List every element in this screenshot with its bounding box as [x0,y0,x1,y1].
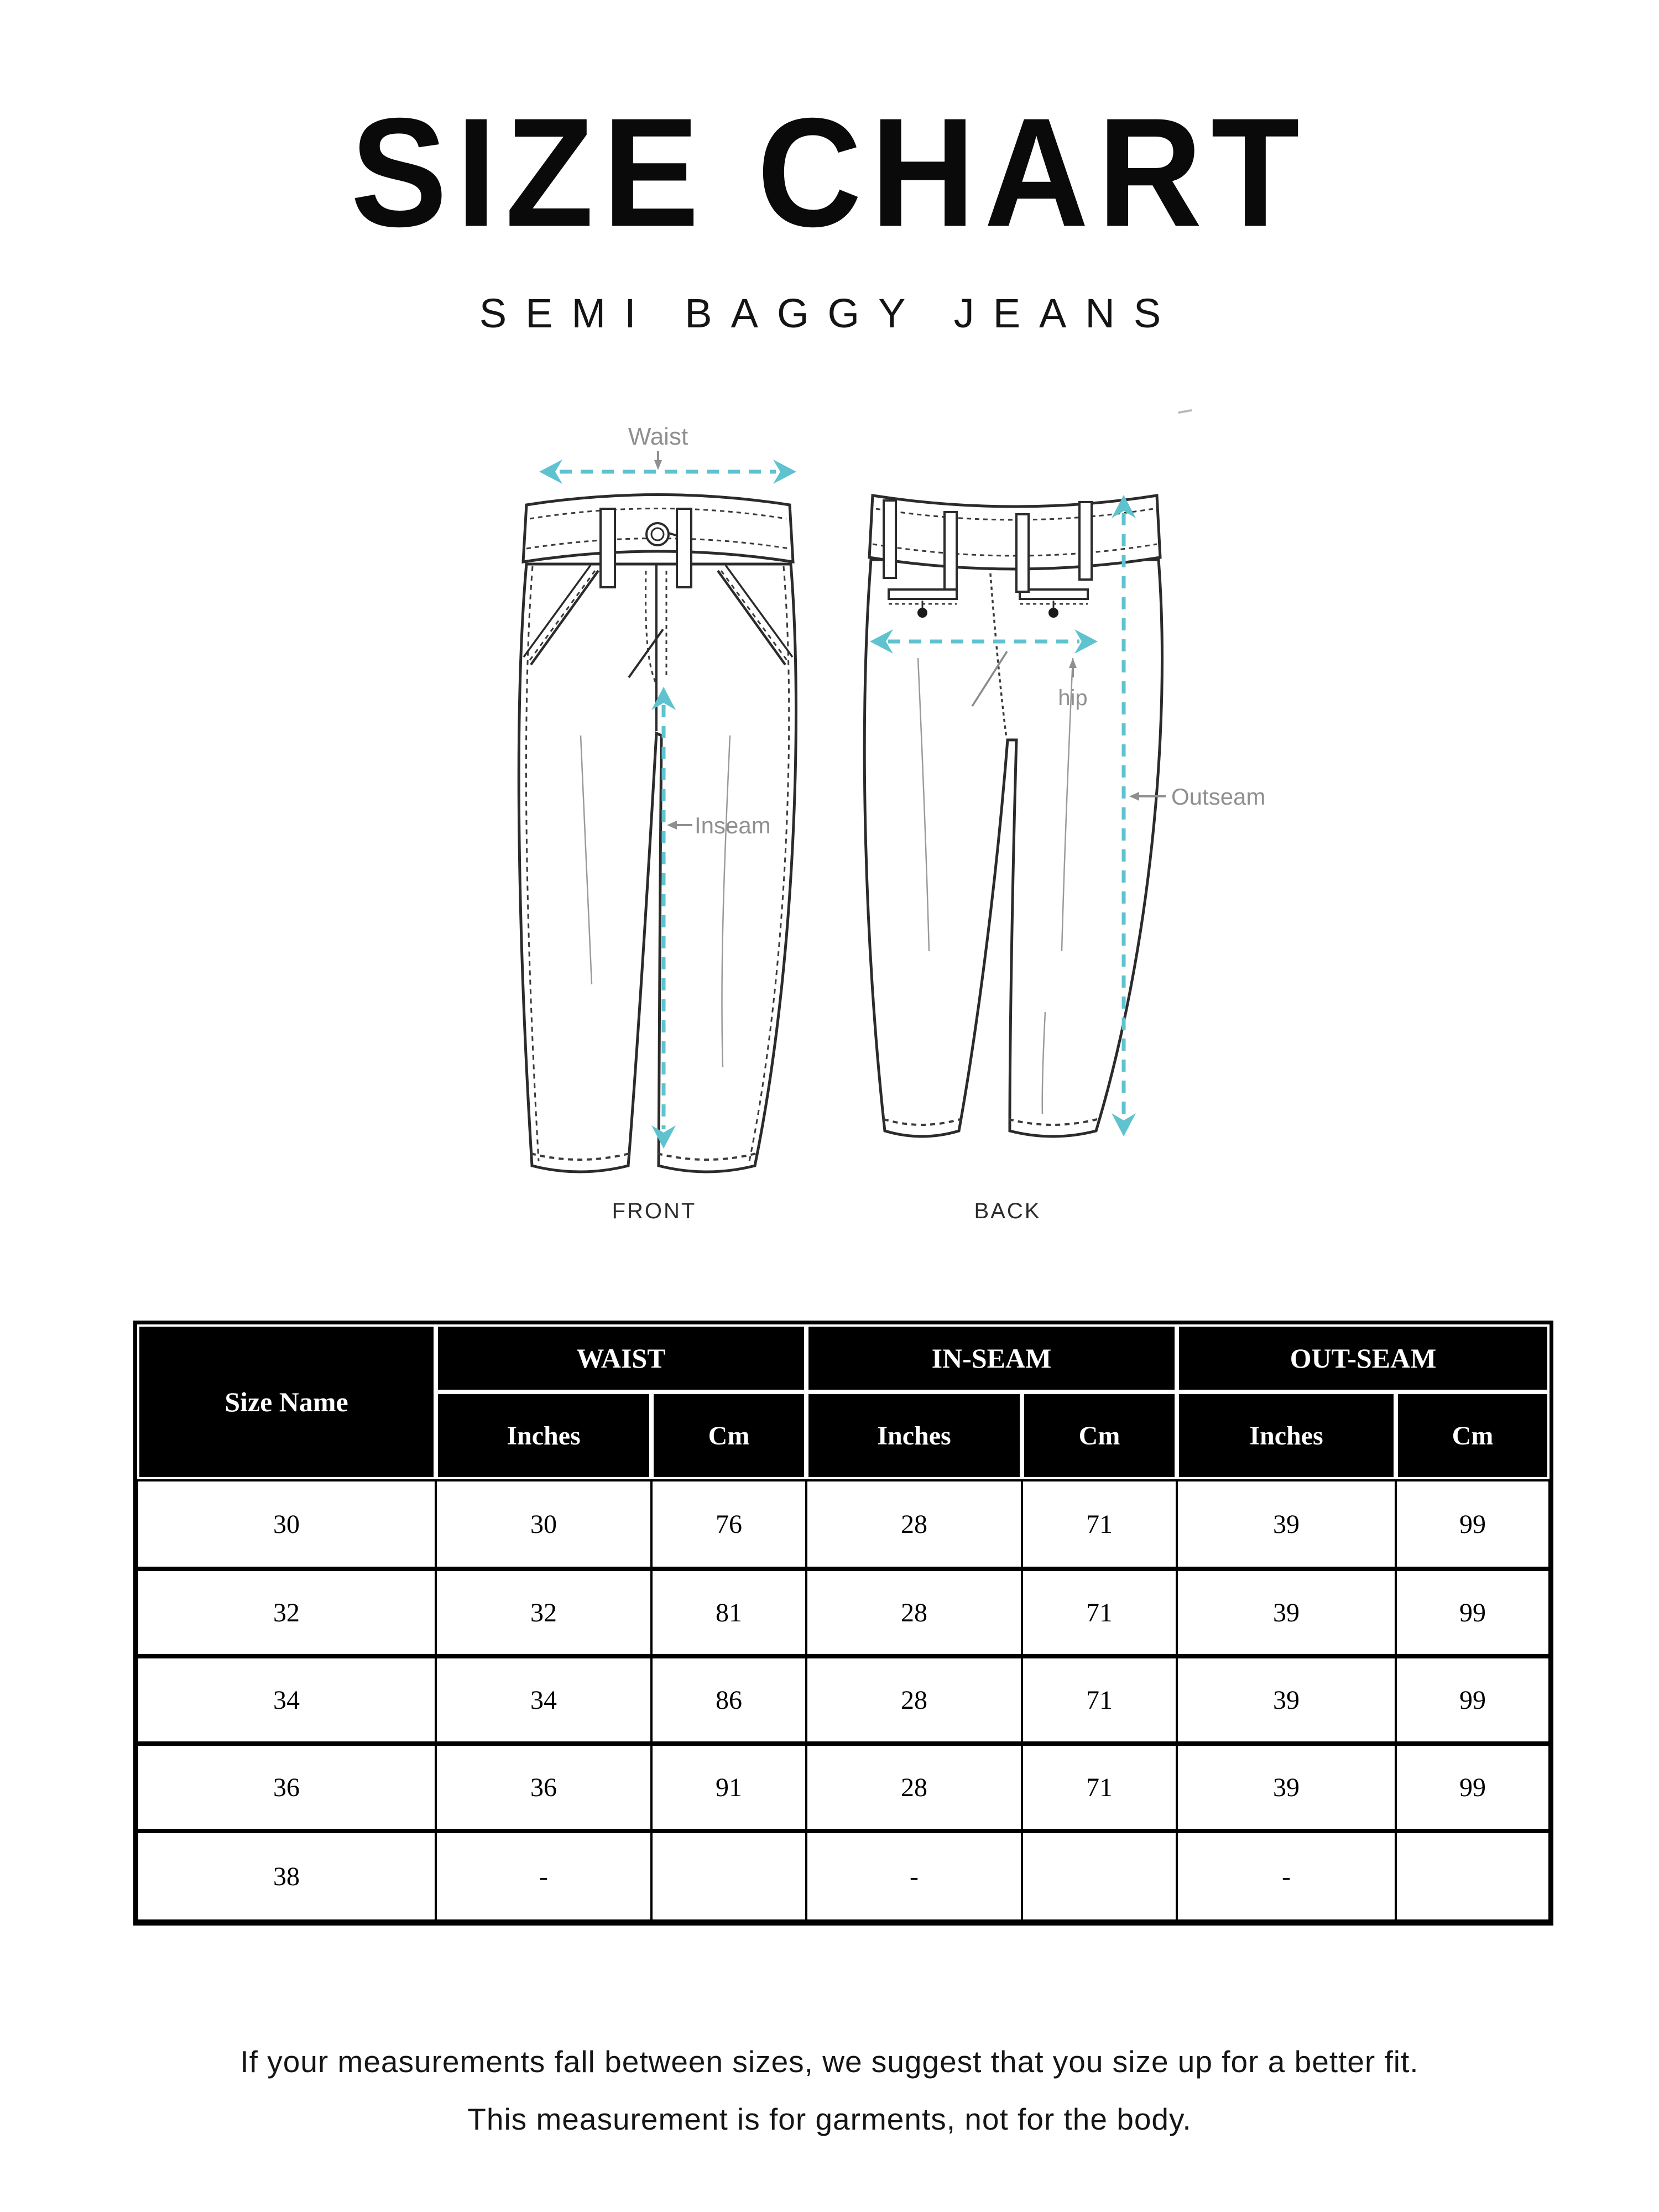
cell-inseam-cm: 71 [1022,1479,1177,1569]
cell-waist-cm: 76 [651,1479,806,1569]
cell-inseam-cm: 71 [1022,1656,1177,1744]
cell-waist-cm: 86 [651,1656,806,1744]
front-view-label: FRONT [612,1199,697,1223]
header-outseam-group: OUT-SEAM [1177,1324,1550,1392]
cell-inseam-in: - [806,1831,1022,1922]
header-inseam-group: IN-SEAM [806,1324,1177,1392]
cell-waist-cm: 91 [651,1744,806,1831]
header-waist-group: WAIST [436,1324,806,1392]
cell-waist-in: 34 [436,1656,651,1744]
cell-outseam-cm: 99 [1396,1656,1550,1744]
cell-size: 38 [137,1831,436,1922]
cell-inseam-cm [1022,1831,1177,1922]
cell-waist-in: 32 [436,1569,651,1656]
cell-inseam-cm: 71 [1022,1744,1177,1831]
cell-waist-in: - [436,1831,651,1922]
cell-inseam-cm: 71 [1022,1569,1177,1656]
header-waist-inches: Inches [436,1392,651,1479]
cell-inseam-in: 28 [806,1656,1022,1744]
cell-outseam-in: 39 [1177,1569,1396,1656]
cell-size: 36 [137,1744,436,1831]
header-outseam-cm: Cm [1396,1392,1550,1479]
cell-size: 32 [137,1569,436,1656]
cell-size: 30 [137,1479,436,1569]
cell-waist-cm: 81 [651,1569,806,1656]
cell-outseam-in: 39 [1177,1656,1396,1744]
cell-outseam-cm: 99 [1396,1744,1550,1831]
size-chart-table [133,1321,1553,1926]
outseam-label: Outseam [1171,784,1266,810]
footer-line-1: If your measurements fall between sizes, we suggest that you size up for a better fit. [240,2044,1419,2079]
header-waist-cm: Cm [651,1392,806,1479]
cell-inseam-in: 28 [806,1479,1022,1569]
cell-outseam-in: 39 [1177,1479,1396,1569]
jeans-illustration [498,426,1360,1183]
jeans-measurement-diagram [498,426,1360,1183]
cell-size: 34 [137,1656,436,1744]
stray-pencil-mark [1178,409,1192,414]
page-title: SIZE CHART [351,85,1308,259]
cell-outseam-in: - [1177,1831,1396,1922]
hip-label: hip [1058,686,1088,710]
cell-waist-in: 30 [436,1479,651,1569]
cell-waist-cm [651,1831,806,1922]
cell-outseam-in: 39 [1177,1744,1396,1831]
footer-line-2: This measurement is for garments, not for the body. [467,2102,1192,2136]
cell-inseam-in: 28 [806,1744,1022,1831]
header-outseam-inches: Inches [1177,1392,1396,1479]
header-inseam-inches: Inches [806,1392,1022,1479]
page-subtitle: SEMI BAGGY JEANS [479,290,1180,336]
back-jeans-drawing [864,495,1162,1136]
cell-inseam-in: 28 [806,1569,1022,1656]
header-size-name: Size Name [137,1324,436,1479]
cell-waist-in: 36 [436,1744,651,1831]
cell-outseam-cm [1396,1831,1550,1922]
footer-note [0,2033,1659,2148]
cell-outseam-cm: 99 [1396,1479,1550,1569]
back-view-label: BACK [974,1199,1041,1223]
waist-label: Waist [628,426,688,450]
cell-outseam-cm: 99 [1396,1569,1550,1656]
header-inseam-cm: Cm [1022,1392,1177,1479]
inseam-label: Inseam [695,812,771,838]
